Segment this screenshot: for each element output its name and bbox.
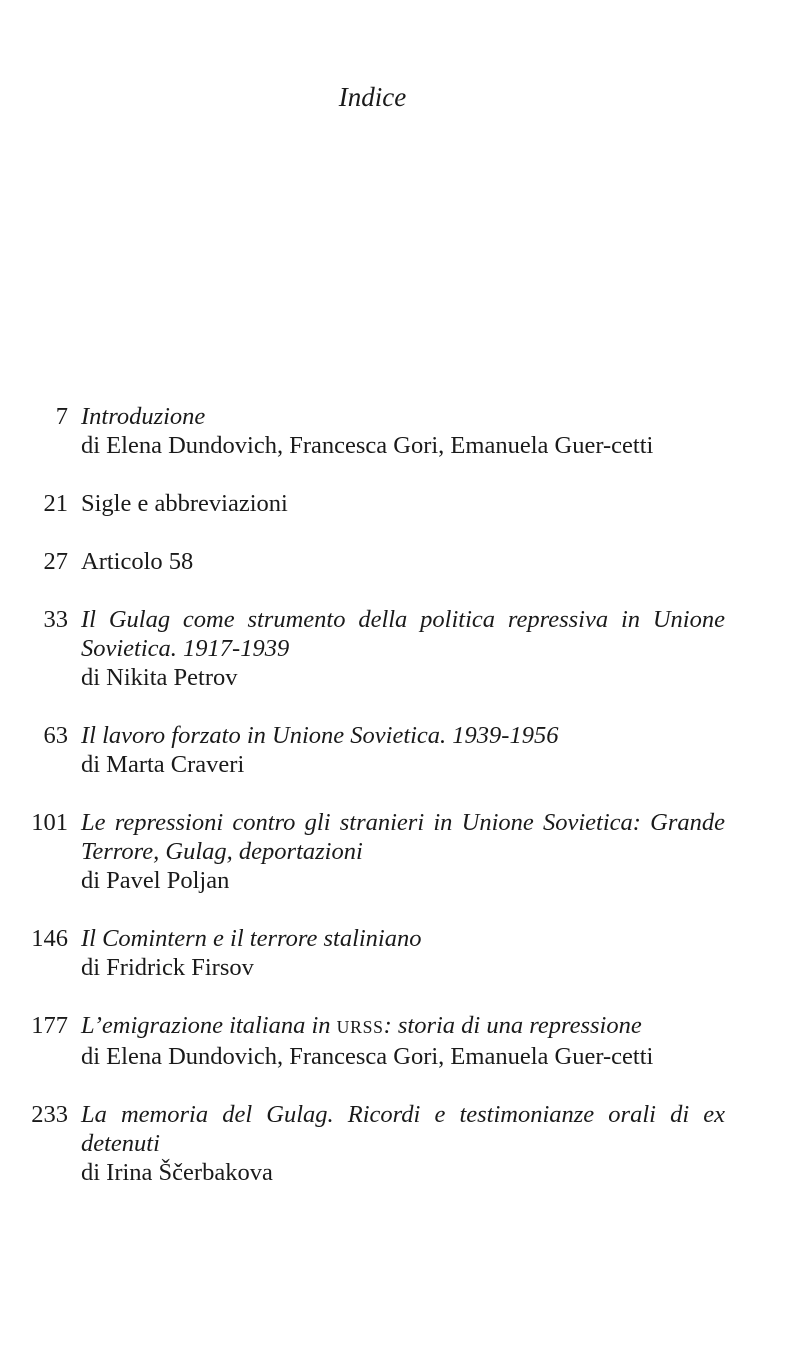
toc-entry — [0, 402, 800, 460]
toc-page-number: 27 — [43, 548, 68, 575]
toc-title-smallcaps: URSS — [336, 1017, 384, 1037]
toc-title: Articolo 58 — [81, 548, 194, 575]
toc-title-part: : storia di una repressione — [383, 1012, 642, 1039]
toc-page-number: 101 — [31, 809, 68, 836]
toc-author: di Nikita Petrov — [81, 664, 238, 691]
page-title: Indice — [338, 82, 407, 112]
toc-entry — [0, 924, 800, 982]
toc-title: Le repressioni contro gli stranieri in Unione Sovietica: Grande Terrore, Gulag, deportazioni — [81, 809, 725, 865]
toc-author: di Elena Dundovich, Francesca Gori, Emanuela Guer-cetti — [81, 1043, 654, 1070]
toc-author: di Marta Craveri — [81, 751, 245, 778]
toc-title: Introduzione — [81, 403, 206, 430]
toc-title — [81, 1011, 725, 1042]
toc-page-number: 233 — [31, 1101, 68, 1128]
toc-entry — [0, 1011, 800, 1071]
toc-title: Il Gulag come strumento della politica repressiva in Unione Sovietica. 1917-1939 — [81, 606, 725, 662]
toc-title: Sigle e abbreviazioni — [81, 490, 288, 517]
toc-entry — [0, 605, 800, 692]
toc-title-part: L’emigrazione italiana in — [81, 1012, 337, 1039]
toc-entry — [0, 547, 800, 576]
toc-author: di Fridrick Firsov — [81, 954, 254, 981]
toc-page-number: 177 — [31, 1012, 68, 1039]
toc-entry — [0, 1100, 800, 1187]
toc-title: Il lavoro forzato in Unione Sovietica. 1939-1956 — [81, 722, 559, 749]
toc-entry — [0, 721, 800, 779]
toc-author: di Irina Ščerbakova — [81, 1159, 273, 1186]
toc-page-number: 146 — [31, 925, 68, 952]
toc-page-number: 7 — [55, 403, 68, 430]
toc-title: Il Comintern e il terrore staliniano — [81, 925, 422, 952]
toc-author: di Elena Dundovich, Francesca Gori, Emanuela Guer-cetti — [81, 432, 654, 459]
table-of-contents — [0, 402, 800, 1216]
toc-entry — [0, 489, 800, 518]
toc-page-number: 21 — [43, 490, 68, 517]
toc-author: di Pavel Poljan — [81, 867, 230, 894]
toc-page-number: 33 — [43, 606, 68, 633]
toc-entry — [0, 808, 800, 895]
toc-page-number: 63 — [43, 722, 68, 749]
toc-title: La memoria del Gulag. Ricordi e testimonianze orali di ex detenuti — [81, 1101, 725, 1157]
